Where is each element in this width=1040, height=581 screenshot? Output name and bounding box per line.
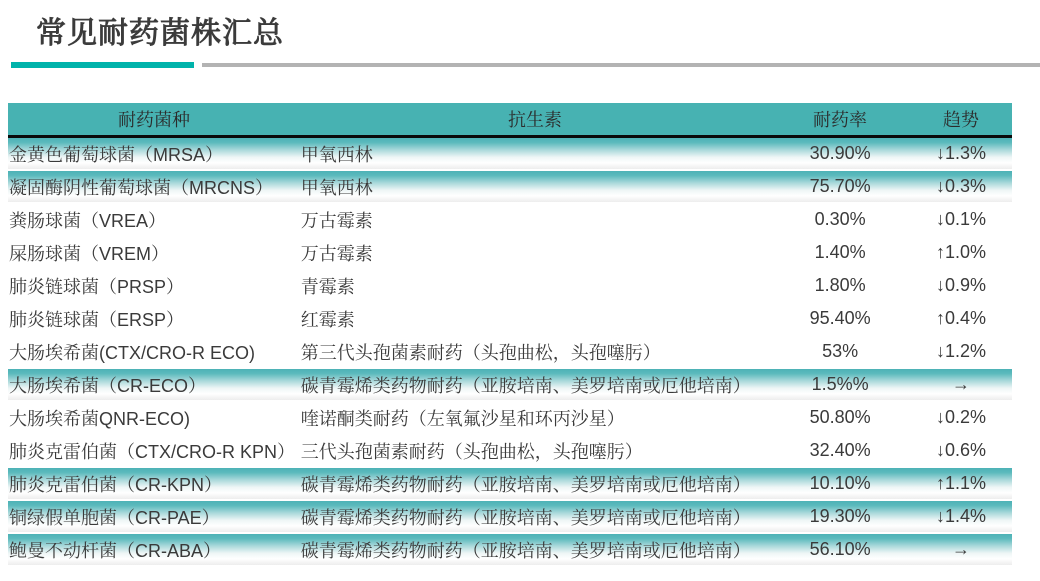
antibiotic-cell: 碳青霉烯类药物耐药（亚胺培南、美罗培南或厄他培南） xyxy=(300,507,751,528)
rate-cell: 75.70% xyxy=(809,176,871,196)
rate-cell: 10.10% xyxy=(809,473,871,493)
trend-cell: ↑1.1% xyxy=(936,473,987,493)
species-cell: 肺炎克雷伯菌（CR-KPN） xyxy=(9,474,223,495)
trend-cell: ↑1.0% xyxy=(936,242,987,262)
table-row xyxy=(8,171,1012,204)
antibiotic-cell: 甲氧西林 xyxy=(300,177,373,198)
column-header-trend: 趋势 xyxy=(943,110,979,130)
rate-cell: 0.30% xyxy=(814,209,866,229)
antibiotic-cell: 碳青霉烯类药物耐药（亚胺培南、美罗培南或厄他培南） xyxy=(300,540,751,561)
table-row xyxy=(8,204,1012,237)
page-title: 常见耐药菌株汇总 xyxy=(36,17,284,50)
table-row xyxy=(8,303,1012,336)
species-cell: 金黄色葡萄球菌（MRSA） xyxy=(9,144,224,165)
antibiotic-cell: 红霉素 xyxy=(300,309,355,330)
rate-cell: 53% xyxy=(822,341,859,361)
title-underline-gray xyxy=(202,63,1040,67)
antibiotic-cell: 甲氧西林 xyxy=(300,144,373,165)
trend-cell: ↓0.1% xyxy=(936,209,987,229)
table-row xyxy=(8,534,1012,567)
table-header-row xyxy=(8,103,1012,138)
rate-cell: 30.90% xyxy=(809,143,871,163)
antibiotic-cell: 青霉素 xyxy=(300,276,355,297)
species-cell: 大肠埃希菌（CR-ECO） xyxy=(9,375,206,396)
title-underline xyxy=(0,62,1040,70)
species-cell: 铜绿假单胞菌（CR-PAE） xyxy=(9,507,220,528)
table-row xyxy=(8,336,1012,369)
species-cell: 鲍曼不动杆菌（CR-ABA） xyxy=(9,540,222,561)
table-row xyxy=(8,501,1012,534)
rate-cell: 95.40% xyxy=(809,308,871,328)
antibiotic-cell: 第三代头孢菌素耐药（头孢曲松，头孢噻肟） xyxy=(300,342,661,363)
species-cell: 肺炎克雷伯菌（CTX/CRO-R KPN） xyxy=(9,441,296,462)
species-cell: 肺炎链球菌（PRSP） xyxy=(9,276,185,297)
table-row xyxy=(8,270,1012,303)
species-cell: 大肠埃希菌(CTX/CRO-R ECO) xyxy=(9,342,255,363)
trend-cell: ↑0.4% xyxy=(936,308,987,328)
rate-cell: 1.40% xyxy=(814,242,866,262)
table-row xyxy=(8,468,1012,501)
antibiotic-cell: 万古霉素 xyxy=(300,243,373,264)
trend-cell: ↓1.2% xyxy=(936,341,987,361)
trend-cell: → xyxy=(952,539,971,559)
species-cell: 屎肠球菌（VREM） xyxy=(9,243,170,264)
resistant-strains-table xyxy=(8,103,1012,567)
antibiotic-cell: 万古霉素 xyxy=(300,210,373,231)
column-header-antibiotic: 抗生素 xyxy=(508,110,562,130)
column-header-rate: 耐药率 xyxy=(813,110,867,130)
trend-cell: → xyxy=(952,374,971,394)
antibiotic-cell: 三代头孢菌素耐药（头孢曲松，头孢噻肟） xyxy=(300,441,643,462)
trend-cell: ↓0.2% xyxy=(936,407,987,427)
trend-cell: ↓1.4% xyxy=(936,506,987,526)
title-underline-accent xyxy=(11,62,194,68)
antibiotic-cell: 喹诺酮类耐药（左氧氟沙星和环丙沙星） xyxy=(300,408,625,429)
table-row xyxy=(8,237,1012,270)
antibiotic-cell: 碳青霉烯类药物耐药（亚胺培南、美罗培南或厄他培南） xyxy=(300,375,751,396)
species-cell: 粪肠球菌（VREA） xyxy=(9,210,167,231)
column-header-species: 耐药菌种 xyxy=(118,110,190,130)
trend-cell: ↓0.9% xyxy=(936,275,987,295)
trend-cell: ↓0.6% xyxy=(936,440,987,460)
rate-cell: 1.80% xyxy=(814,275,866,295)
table-row xyxy=(8,435,1012,468)
species-cell: 肺炎链球菌（ERSP） xyxy=(9,309,185,330)
rate-cell: 19.30% xyxy=(809,506,871,526)
table-row xyxy=(8,369,1012,402)
rate-cell: 56.10% xyxy=(809,539,871,559)
antibiotic-cell: 碳青霉烯类药物耐药（亚胺培南、美罗培南或厄他培南） xyxy=(300,474,751,495)
rate-cell: 50.80% xyxy=(809,407,871,427)
rate-cell: 1.5%% xyxy=(811,374,869,394)
species-cell: 大肠埃希菌QNR-ECO) xyxy=(9,408,190,429)
table-row xyxy=(8,402,1012,435)
trend-cell: ↓1.3% xyxy=(936,143,987,163)
trend-cell: ↓0.3% xyxy=(936,176,987,196)
species-cell: 凝固酶阴性葡萄球菌（MRCNS） xyxy=(9,177,273,198)
rate-cell: 32.40% xyxy=(809,440,871,460)
table-row xyxy=(8,138,1012,171)
